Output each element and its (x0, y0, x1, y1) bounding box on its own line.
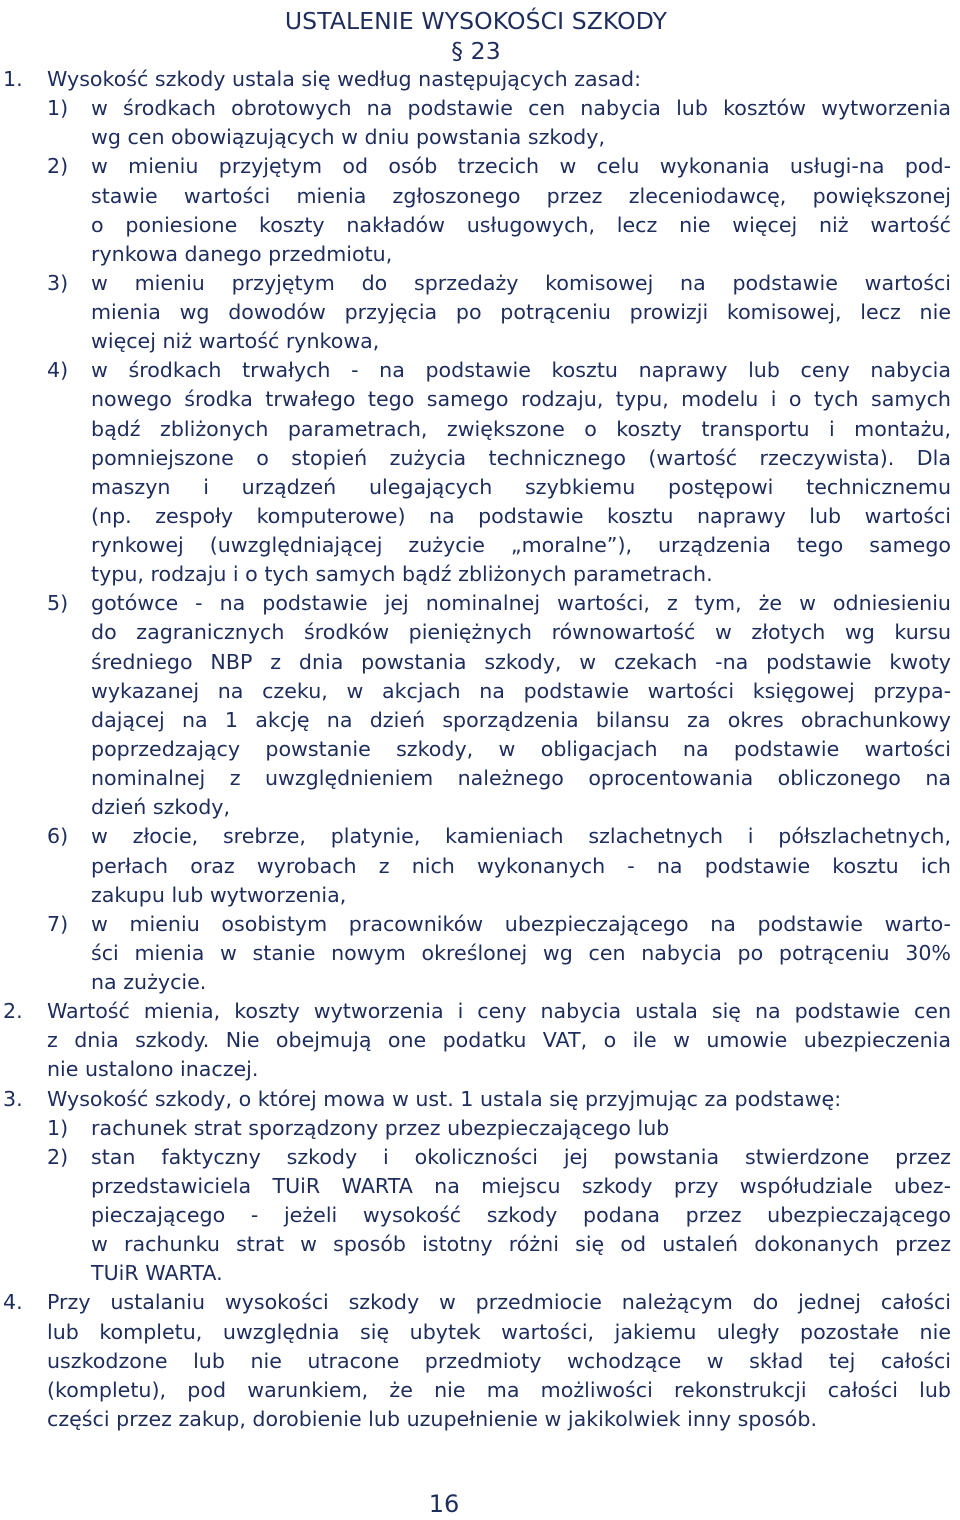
item-text-line: mienia wg dowodów przyjęcia po potrąceniu prowizji komisowej, lecz nie (91, 300, 951, 325)
item-text-line: w środkach obrotowych na podstawie cen nabycia lub kosztów wytworzenia (91, 96, 951, 121)
item-text-line: pieczającego - jeżeli wysokość szkody podana przez ubezpieczającego (91, 1203, 951, 1228)
item-number: 1) (47, 1115, 69, 1140)
item-text-line: więcej niż wartość rynkowa, (91, 329, 380, 354)
page-number: 16 (428, 1490, 460, 1518)
item-text-line: pomniejszone o stopień zużycia technicznego (wartość rzeczywista). Dla (91, 445, 951, 470)
item-number: 2) (47, 154, 69, 179)
item-text-line: zakupu lub wytworzenia, (91, 882, 347, 907)
point-text-line: nie ustalono inaczej. (47, 1057, 259, 1082)
item-text-line: stan faktyczny szkody i okoliczności jej powstania stwierdzone przez (91, 1144, 951, 1169)
item-text-line: perłach oraz wyrobach z nich wykonanych - na podstawie kosztu ich (91, 853, 951, 878)
point-text-line: Przy ustalaniu wysokości szkody w przedmiocie należącym do jednej całości (47, 1290, 951, 1315)
point-text-line: Wysokość szkody ustala się według następujących zasad: (47, 67, 642, 91)
item-text-line: TUiR WARTA. (91, 1261, 223, 1286)
point-number: 4. (3, 1290, 23, 1315)
item-text-line: nowego środka trwałego tego samego rodzaju, typu, modelu i o tych samych (91, 387, 951, 412)
item-text-line: nominalnej z uwzględnieniem należnego oprocentowania obliczonego na (91, 766, 951, 791)
point-number: 1. (3, 67, 23, 91)
item-number: 4) (47, 358, 69, 383)
item-text-line: przedstawiciela TUiR WARTA na miejscu szkody przy współudziale ubez- (91, 1173, 951, 1198)
item-text-line: stawie wartości mienia zgłoszonego przez zleceniodawcę, powiększonej (91, 183, 951, 208)
item-text-line: (np. zespoły komputerowe) na podstawie kosztu naprawy lub wartości (91, 503, 951, 528)
item-text-line: wykazanej na czeku, w akcjach na podstawie wartości księgowej przypa- (91, 678, 951, 703)
item-text-line: w mieniu przyjętym do sprzedaży komisowej na podstawie wartości (91, 270, 951, 295)
item-number: 3) (47, 270, 69, 295)
item-text-line: na zużycie. (91, 970, 207, 995)
item-number: 1) (47, 96, 69, 121)
item-text-line: rynkowa danego przedmiotu, (91, 241, 393, 266)
item-text-line: typu, rodzaju i o tych samych bądź zbliżonych parametrach. (91, 562, 713, 587)
point-number: 3. (3, 1086, 23, 1111)
point-text-line: (kompletu), pod warunkiem, że nie ma możliwości rekonstrukcji całości lub (47, 1377, 951, 1402)
item-text-line: gotówce - na podstawie jej nominalnej wartości, z tym, że w odniesieniu (91, 591, 951, 616)
point-text-line: lub kompletu, uwzględnia się ubytek wartości, jakiemu uległy pozostałe nie (47, 1319, 951, 1344)
item-text-line: bądź zbliżonych parametrach, zwiększone o koszty transportu i montażu, (91, 416, 951, 441)
point-text-line: uszkodzone lub nie utracone przedmioty wchodzące w skład tej całości (47, 1348, 951, 1373)
item-text-line: rynkowej (uwzględniającej zużycie „moralne”), urządzenia tego samego (91, 533, 951, 558)
section-title: USTALENIE WYSOKOŚCI SZKODY (284, 7, 668, 35)
item-text-line: w mieniu osobistym pracowników ubezpieczającego na podstawie warto- (91, 911, 951, 936)
item-text-line: do zagranicznych środków pieniężnych równowartość w złotych wg kursu (91, 620, 951, 645)
point-number: 2. (3, 999, 23, 1024)
point-text-line: z dnia szkody. Nie obejmują one podatku VAT, o ile w umowie ubezpieczenia (47, 1028, 951, 1053)
point-text-line: Wartość mienia, koszty wytworzenia i ceny nabycia ustala się na podstawie cen (47, 999, 951, 1024)
item-text-line: dającej na 1 akcję na dzień sporządzenia bilansu za okres obrachunkowy (91, 707, 951, 732)
item-text-line: poprzedzający powstanie szkody, w obligacjach na podstawie wartości (91, 736, 951, 761)
point-text-line: części przez zakup, dorobienie lub uzupełnienie w jakikolwiek inny sposób. (47, 1406, 818, 1431)
item-number: 7) (47, 911, 69, 936)
item-text-line: dzień szkody, (91, 795, 231, 820)
item-text-line: ści mienia w stanie nowym określonej wg cen nabycia po potrąceniu 30% (91, 940, 951, 965)
item-text-line: w mieniu przyjętym od osób trzecich w celu wykonania usługi-na pod- (91, 154, 951, 179)
item-number: 2) (47, 1144, 69, 1169)
item-text-line: wg cen obowiązujących w dniu powstania szkody, (91, 125, 605, 150)
item-text-line: maszyn i urządzeń ulegających szybkiemu postępowi technicznemu (91, 474, 951, 499)
item-text-line: rachunek strat sporządzony przez ubezpieczającego lub (91, 1115, 670, 1140)
item-text-line: w środkach trwałych - na podstawie kosztu naprawy lub ceny nabycia (91, 358, 951, 383)
item-text-line: średniego NBP z dnia powstania szkody, w czekach -na podstawie kwoty (91, 649, 951, 674)
item-text-line: o poniesione koszty nakładów usługowych, lecz nie więcej niż wartość (91, 212, 951, 237)
paragraph-number: § 23 (451, 37, 501, 65)
item-number: 6) (47, 824, 69, 849)
item-number: 5) (47, 591, 69, 616)
item-text-line: w złocie, srebrze, platynie, kamieniach szlachetnych i półszlachetnych, (91, 824, 951, 849)
item-text-line: w rachunku strat w sposób istotny różni się od ustaleń dokonanych przez (91, 1232, 951, 1257)
point-text-line: Wysokość szkody, o której mowa w ust. 1 ustala się przyjmując za podstawę: (47, 1086, 842, 1111)
